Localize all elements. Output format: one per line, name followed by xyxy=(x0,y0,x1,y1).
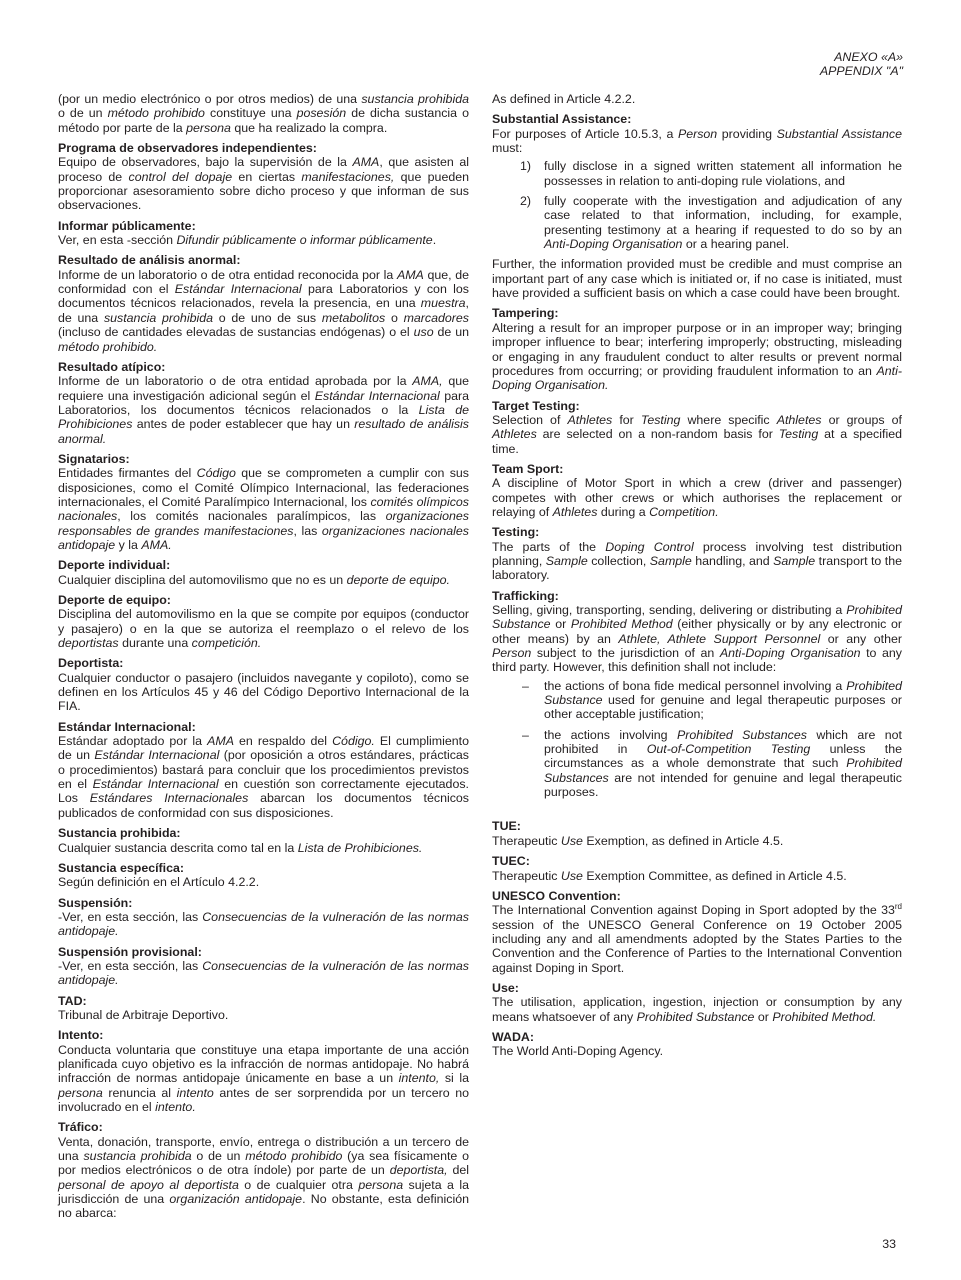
glossary-entry xyxy=(58,656,469,713)
text-run: The parts of the xyxy=(492,539,606,554)
right-column-english xyxy=(492,92,902,1065)
text-run: providing xyxy=(717,126,777,141)
list-item xyxy=(492,679,902,722)
emphasized-text: método prohibido xyxy=(245,1149,343,1164)
text-run: de dicha sustancia o método por parte de la xyxy=(58,106,469,135)
text-run: en ciertas xyxy=(232,169,302,184)
emphasized-text: Person xyxy=(677,126,718,141)
text-run: collection, xyxy=(587,553,650,568)
list-marker: 2) xyxy=(520,194,532,209)
text-run: where specific xyxy=(680,412,777,427)
text-run: subject to the jurisdiction of an xyxy=(531,646,720,661)
glossary-term: TUEC: xyxy=(492,854,530,869)
glossary-definition xyxy=(492,903,902,975)
text-run: o de un xyxy=(58,106,108,121)
section-spacer xyxy=(492,805,902,819)
text-run: the actions involving xyxy=(544,727,677,742)
glossary-entry xyxy=(492,889,902,975)
text-run: A discipline of Motor Sport in which a crew (driver and passenger) competes with other crews or which authorises the replacement or relaying of xyxy=(492,476,902,519)
emphasized-text: organizaciones responsables de grandes manifestaciones xyxy=(58,509,469,538)
emphasized-text: Sample xyxy=(649,553,692,568)
glossary-term: Deporte individual: xyxy=(58,558,171,573)
text-run: or xyxy=(754,1009,773,1024)
glossary-entry xyxy=(492,399,902,456)
emphasized-text: manifestaciones, xyxy=(301,169,395,184)
glossary-definition xyxy=(492,92,902,106)
text-run: Equipo de observadores, bajo la supervisión de la xyxy=(58,155,353,170)
text-run: que pueden proporcionar asesoramiento sobre dicho proceso y que informan de sus observaciones. xyxy=(58,169,470,213)
glossary-entry xyxy=(492,589,902,800)
text-run: to any third party. However, this definition shall not include: xyxy=(492,646,902,675)
glossary-term: UNESCO Convention: xyxy=(492,888,621,903)
text-run: El cumplimiento de un xyxy=(58,734,469,763)
definition-list xyxy=(492,679,902,800)
glossary-definition xyxy=(492,1044,902,1058)
glossary-entry xyxy=(58,253,469,353)
glossary-definition xyxy=(58,374,469,446)
text-run: handling, and xyxy=(691,553,774,568)
emphasized-text: Prohibited Substance xyxy=(544,678,902,708)
emphasized-text: Anti-Doping Organisation xyxy=(544,237,683,252)
text-run: que ha realizado la compra. xyxy=(230,120,388,135)
text-run: (por un medio electrónico o por otros medios) de una xyxy=(58,92,362,106)
glossary-entry xyxy=(58,720,469,820)
text-run: transport to the laboratory. xyxy=(492,553,902,583)
emphasized-text: competición. xyxy=(191,636,262,651)
emphasized-text: metabolitos xyxy=(321,310,386,325)
emphasized-text: organizaciones nacionales antidopaje xyxy=(58,523,469,552)
text-run: fully disclose in a signed written statement all information he possesses in relation to anti-doping rule violations, and xyxy=(544,159,902,188)
glossary-definition xyxy=(58,92,469,135)
glossary-term: WADA: xyxy=(492,1029,534,1044)
glossary-definition xyxy=(58,1043,469,1115)
emphasized-text: deportista, xyxy=(389,1163,448,1178)
emphasized-text: Athletes xyxy=(567,412,613,427)
text-run: constituye una xyxy=(204,106,297,121)
emphasized-text: persona xyxy=(186,120,231,135)
emphasized-text: Código. xyxy=(332,734,375,749)
list-item xyxy=(492,194,902,251)
list-marker: – xyxy=(522,727,529,742)
text-run: o de un xyxy=(191,1149,246,1164)
glossary-definition xyxy=(58,959,469,988)
text-run: Según definición en el Artículo 4.2.2. xyxy=(58,875,260,890)
emphasized-text: Prohibited Substances xyxy=(676,727,807,742)
text-run: Venta, donación, transporte, envío, entrega o distribución a un tercero de una xyxy=(58,1134,469,1164)
emphasized-text: método prohibido xyxy=(107,106,205,121)
header-annex-en: APPENDIX "A" xyxy=(819,64,903,78)
emphasized-text: Use xyxy=(560,868,583,883)
emphasized-text: Doping Control xyxy=(605,539,694,554)
emphasized-text: resultado de análisis anormal. xyxy=(58,417,469,446)
text-run: del xyxy=(447,1163,469,1178)
emphasized-text: Testing xyxy=(778,427,819,442)
glossary-entry xyxy=(58,141,469,213)
emphasized-text: Out-of-Competition Testing xyxy=(646,742,811,757)
emphasized-text: sustancia prohibida xyxy=(83,1149,192,1164)
emphasized-text: Estándar Internacional xyxy=(92,777,219,792)
text-run: unless the circumstances as a whole demonstrate that such xyxy=(544,742,902,771)
text-run: (incluso de cantidades elevadas de sustancias endógenas) o el xyxy=(58,325,414,340)
emphasized-text: marcadores xyxy=(403,310,469,325)
emphasized-text: Sample xyxy=(773,553,816,568)
text-run: for xyxy=(612,412,641,427)
glossary-definition xyxy=(492,834,902,848)
text-run: Tribunal de Arbitraje Deportivo. xyxy=(58,1007,229,1022)
glossary-term: Estándar Internacional: xyxy=(58,719,196,734)
text-run: para Laboratorios y con los documentos técnicos relacionados, revela la presencia, en una xyxy=(58,282,469,311)
glossary-entry xyxy=(492,981,902,1024)
emphasized-text: Competition. xyxy=(649,504,719,519)
text-run: or xyxy=(550,617,571,632)
glossary-entry xyxy=(58,92,469,135)
glossary-term: Testing: xyxy=(492,525,540,540)
glossary-term: Tráfico: xyxy=(58,1120,103,1135)
text-run: Entidades firmantes del xyxy=(58,466,197,481)
header-annex-es: ANEXO «A» xyxy=(834,50,903,64)
text-run: Exemption Committee, as defined in Article 4.5. xyxy=(582,868,847,883)
glossary-entry xyxy=(58,896,469,939)
glossary-term: Deportista: xyxy=(58,656,124,671)
glossary-term: Resultado de análisis anormal: xyxy=(58,253,241,268)
emphasized-text: uso xyxy=(413,325,434,340)
glossary-definition xyxy=(58,466,469,552)
glossary-entry xyxy=(58,994,469,1023)
text-run: , los comités nacionales paralímpicos, las xyxy=(117,509,386,524)
text-run: (por oposición a otros estándares, prácticas o procedimientos) bastará para concluir que los procedimientos previstos en el xyxy=(58,748,469,792)
emphasized-text: Consecuencias de la vulneración de las normas antidopaje. xyxy=(58,909,469,939)
text-run: . xyxy=(432,233,437,248)
glossary-definition xyxy=(492,413,902,456)
glossary-entry xyxy=(58,861,469,890)
list-item xyxy=(492,159,902,188)
glossary-definition xyxy=(492,127,902,156)
glossary-term: Tampering: xyxy=(492,306,559,321)
glossary-term: Substantial Assistance: xyxy=(492,112,632,127)
text-run: Cualquier disciplina del automovilismo que no es un xyxy=(58,572,347,587)
text-run: Further, the information provided must be credible and must comprise an important part of any case which is initiated or, if no case is initiated, must have provided a sufficient basis on which a case could have been brought. xyxy=(492,257,902,301)
text-run: Conducta voluntaria que constituye una etapa importante de una acción planificada cuyo objetivo es la infracción de normas antidopaje. No habrá infracción de normas antidopaje únicamente en base a un xyxy=(58,1042,469,1086)
list-item xyxy=(492,728,902,800)
text-run: Cualquier sustancia descrita como tal en la xyxy=(58,840,298,855)
emphasized-text: comités olímpicos nacionales xyxy=(58,494,469,524)
emphasized-text: organización antidopaje xyxy=(169,1192,303,1207)
text-run: Altering a result for an improper purpose or in an improper way; bringing improper influence to bear; interfering improperly; obstructing, misleading or engaging in any fraudulent conduct to alter results or prevent normal procedures from occurring; or providing fraudulent information to an xyxy=(492,320,902,378)
text-run: en respaldo del xyxy=(233,734,333,749)
glossary-term: Use: xyxy=(492,980,519,995)
glossary-definition xyxy=(58,1135,469,1221)
emphasized-text: posesión xyxy=(296,106,347,121)
text-run: que se comprometen a cumplir con sus disposiciones, como el Comité Olímpico Internacional, las federaciones internacionales, el Comité Paralímpico Internacional, los xyxy=(58,466,469,509)
text-run: Selling, giving, transporting, sending, delivering or distributing a xyxy=(492,603,847,617)
emphasized-text: Use xyxy=(560,833,583,848)
text-run: or any other xyxy=(820,631,902,646)
text-run: o xyxy=(385,310,404,325)
glossary-term: Trafficking: xyxy=(492,588,559,603)
glossary-entry xyxy=(492,525,902,582)
text-run: sujeta a la jurisdicción de una xyxy=(58,1177,469,1207)
text-run: antes de ser sorprendida por un tercero no involucrado en el xyxy=(58,1085,469,1114)
glossary-definition xyxy=(492,476,902,519)
glossary-term: Informar públicamente: xyxy=(58,218,196,233)
glossary-definition xyxy=(58,671,469,714)
text-run: , de una xyxy=(58,296,469,325)
glossary-definition xyxy=(492,995,902,1024)
emphasized-text: Prohibited Method. xyxy=(772,1009,877,1024)
glossary-entry xyxy=(58,219,469,248)
emphasized-text: intento. xyxy=(155,1100,196,1114)
glossary-definition xyxy=(58,1008,469,1022)
text-run: For purposes of Article 10.5.3, a xyxy=(492,126,678,141)
glossary-definition xyxy=(58,875,469,889)
emphasized-text: Estándares Internacionales xyxy=(89,791,249,806)
glossary-entry xyxy=(58,360,469,446)
text-run: . No obstante, esta definición no abarca: xyxy=(58,1192,469,1221)
text-run: -Ver, en esta sección, las xyxy=(58,909,203,924)
text-run: session of the UNESCO General Conference on 19 October 2005 including any and all amendments adopted by the States Parties to the Convention and the Conference of Parties to the International Convention against Doping in Sport. xyxy=(492,917,902,975)
text-run: Informe de un laboratorio o de otra entidad reconocida por la xyxy=(58,267,397,282)
text-run: are not intended for genuine and legal therapeutic purposes. xyxy=(544,770,902,800)
emphasized-text: Testing xyxy=(640,412,681,427)
emphasized-text: Prohibited Method xyxy=(570,617,673,632)
glossary-entry xyxy=(58,593,469,650)
glossary-term: Resultado atípico: xyxy=(58,359,166,374)
list-marker: – xyxy=(522,678,529,693)
emphasized-text: Difundir públicamente o informar públicamente xyxy=(176,233,433,248)
text-run: used for genuine and legal therapeutic purposes or other acceptable justification; xyxy=(544,693,902,722)
text-run: during a xyxy=(597,504,650,519)
emphasized-text: deporte de equipo. xyxy=(346,572,450,587)
emphasized-text: muestra xyxy=(420,296,466,311)
text-run: (either physically or by any electronic or other means) by an xyxy=(492,617,902,646)
emphasized-text: sustancia prohibida xyxy=(361,92,469,106)
text-run: rd xyxy=(894,902,902,912)
glossary-term: TUE: xyxy=(492,819,521,834)
emphasized-text: deportistas xyxy=(58,636,119,651)
emphasized-text: Substantial Assistance xyxy=(776,126,903,141)
emphasized-text: sustancia prohibida xyxy=(103,310,213,325)
emphasized-text: Athletes xyxy=(492,427,537,442)
emphasized-text: personal de apoyo al deportista xyxy=(58,1177,239,1192)
text-run: , las xyxy=(293,523,322,538)
glossary-entry xyxy=(58,1120,469,1220)
glossary-definition xyxy=(58,910,469,939)
glossary-definition xyxy=(492,540,902,583)
glossary-entry xyxy=(492,1030,902,1059)
glossary-term: Team Sport: xyxy=(492,461,564,476)
glossary-term: Deporte de equipo: xyxy=(58,593,171,607)
text-run: abarcan los documentos técnicos publicados de conformidad con sus disposiciones. xyxy=(58,791,469,820)
text-run: which are not prohibited in xyxy=(544,727,902,757)
text-run: Disciplina del automovilismo en la que se compite por equipos (conductor y pasajero) o en la que se autoriza el reemplazo o el relevo de los xyxy=(58,607,469,636)
emphasized-text: AMA, xyxy=(412,374,443,389)
text-run: Cualquier conductor o pasajero (incluidos navegante y copiloto), como se definen en los Artículos 45 y 46 del Código Deportivo Internacional de la FIA. xyxy=(58,670,469,714)
text-run: que requiere una investigación adicional según el xyxy=(58,374,469,403)
glossary-entry xyxy=(492,112,902,300)
emphasized-text: control del dopaje xyxy=(128,169,233,184)
glossary-entry xyxy=(492,854,902,883)
text-run: (ya sea físicamente o por medios electrónicos o de otra índole) por parte de un xyxy=(58,1149,469,1178)
text-run: must: xyxy=(492,141,523,156)
emphasized-text: Athletes xyxy=(776,412,822,427)
emphasized-text: intento xyxy=(176,1085,214,1100)
emphasized-text: AMA. xyxy=(141,537,172,552)
glossary-entry xyxy=(492,819,902,848)
text-run: Ver, en esta -sección xyxy=(58,233,177,248)
emphasized-text: Consecuencias de la vulneración de las normas antidopaje. xyxy=(58,958,469,988)
emphasized-text: AMA xyxy=(396,267,424,282)
glossary-entry xyxy=(58,945,469,988)
text-run: de un xyxy=(433,325,469,340)
emphasized-text: Anti-Doping Organisation. xyxy=(492,363,902,393)
emphasized-text: Anti-Doping Organisation xyxy=(719,646,861,661)
glossary-term: Sustancia específica: xyxy=(58,860,185,875)
text-run: en cuestión son correctamente ejecutados. Los xyxy=(58,777,469,806)
glossary-definition xyxy=(492,321,902,393)
glossary-term: Signatarios: xyxy=(58,451,130,466)
left-column-spanish xyxy=(58,92,469,1227)
definition-continuation xyxy=(492,257,902,300)
emphasized-text: Athlete, Athlete Support Personnel xyxy=(618,631,821,646)
glossary-definition xyxy=(58,573,469,587)
emphasized-text: Prohibited Substance xyxy=(636,1009,755,1024)
text-run: the actions of bona fide medical personnel involving a xyxy=(544,678,847,693)
text-run: o de cualquier otra xyxy=(238,1177,359,1192)
text-run: process involving test distribution planning, xyxy=(492,539,903,568)
glossary-term: Programa de observadores independientes: xyxy=(58,141,317,156)
text-run: antes de poder establecer que hay un xyxy=(132,417,355,432)
emphasized-text: Estándar Internacional xyxy=(174,282,302,297)
text-run: durante una xyxy=(118,636,192,651)
definition-list xyxy=(492,159,902,251)
glossary-definition xyxy=(58,841,469,855)
list-marker: 1) xyxy=(520,159,532,174)
emphasized-text: Estándar Internacional xyxy=(314,388,440,403)
glossary-entry xyxy=(492,462,902,519)
glossary-definition xyxy=(58,233,469,247)
emphasized-text: AMA xyxy=(352,155,380,170)
glossary-term: Target Testing: xyxy=(492,398,580,413)
text-run: are selected on a non-random basis for xyxy=(536,427,779,442)
glossary-entry xyxy=(58,452,469,552)
glossary-entry xyxy=(58,826,469,855)
glossary-definition xyxy=(492,869,902,883)
text-run: Therapeutic xyxy=(492,868,561,883)
text-run: y la xyxy=(115,537,142,552)
emphasized-text: Person xyxy=(492,646,532,661)
emphasized-text: Prohibited Substances xyxy=(544,756,902,785)
text-run: Exemption, as defined in Article 4.5. xyxy=(582,833,784,848)
text-run: para Laboratorios, los documentos técnicos relacionados o la xyxy=(58,388,469,417)
glossary-term: Suspensión provisional: xyxy=(58,944,202,959)
emphasized-text: Código xyxy=(196,466,236,481)
glossary-term: Sustancia prohibida: xyxy=(58,826,181,841)
glossary-definition xyxy=(58,607,469,650)
glossary-entry xyxy=(58,1028,469,1114)
glossary-term: Suspensión: xyxy=(58,895,133,910)
text-run: The World Anti-Doping Agency. xyxy=(492,1044,664,1059)
text-run: at a specified time. xyxy=(492,427,902,456)
glossary-term: TAD: xyxy=(58,993,87,1008)
glossary-entry xyxy=(492,306,902,392)
emphasized-text: Estándar Internacional xyxy=(94,748,220,763)
emphasized-text: Athletes xyxy=(552,504,598,519)
text-run: que, de conformidad con el xyxy=(58,267,469,297)
text-run: Informe de un laboratorio o de otra entidad aprobada por la xyxy=(58,374,413,389)
glossary-definition xyxy=(492,603,902,675)
emphasized-text: Lista de Prohibiciones xyxy=(58,402,470,432)
emphasized-text: Prohibited Substance xyxy=(492,603,902,632)
text-run: o de uno de sus xyxy=(213,310,322,325)
emphasized-text: método prohibido. xyxy=(58,339,158,354)
page-header xyxy=(820,50,903,78)
glossary-definition xyxy=(58,268,469,354)
text-run: , que asisten al proceso de xyxy=(58,155,469,184)
text-run: The International Convention against Doping in Sport adopted by the 33 xyxy=(492,903,895,918)
emphasized-text: AMA xyxy=(207,734,234,749)
emphasized-text: persona xyxy=(58,1085,103,1100)
glossary-entry xyxy=(58,558,469,587)
text-run: -Ver, en esta sección, las xyxy=(58,958,203,973)
text-run: fully cooperate with the investigation and adjudication of any case related to that information, including, for example, presenting testimony at a hearing if requested to do so by an xyxy=(544,194,902,237)
glossary-definition xyxy=(58,734,469,820)
text-run: or a hearing panel. xyxy=(682,237,790,252)
text-run: As defined in Article 4.2.2. xyxy=(492,92,636,106)
emphasized-text: Lista de Prohibiciones. xyxy=(297,840,423,855)
text-run: si la xyxy=(439,1071,469,1086)
text-run: Therapeutic xyxy=(492,833,561,848)
emphasized-text: persona xyxy=(358,1177,404,1192)
text-run: Estándar adoptado por la xyxy=(58,734,208,749)
glossary-term: Intento: xyxy=(58,1028,104,1043)
emphasized-text: Sample xyxy=(545,553,588,568)
emphasized-text: intento, xyxy=(398,1071,440,1086)
glossary-entry xyxy=(492,92,902,106)
glossary-definition xyxy=(58,155,469,212)
text-run: or groups of xyxy=(821,412,902,427)
page-number: 33 xyxy=(882,1237,896,1251)
text-run: The utilisation, application, ingestion, injection or consumption by any means whatsoever of any xyxy=(492,995,902,1024)
text-run: Selection of xyxy=(492,412,568,427)
text-run: renuncia al xyxy=(102,1085,177,1100)
